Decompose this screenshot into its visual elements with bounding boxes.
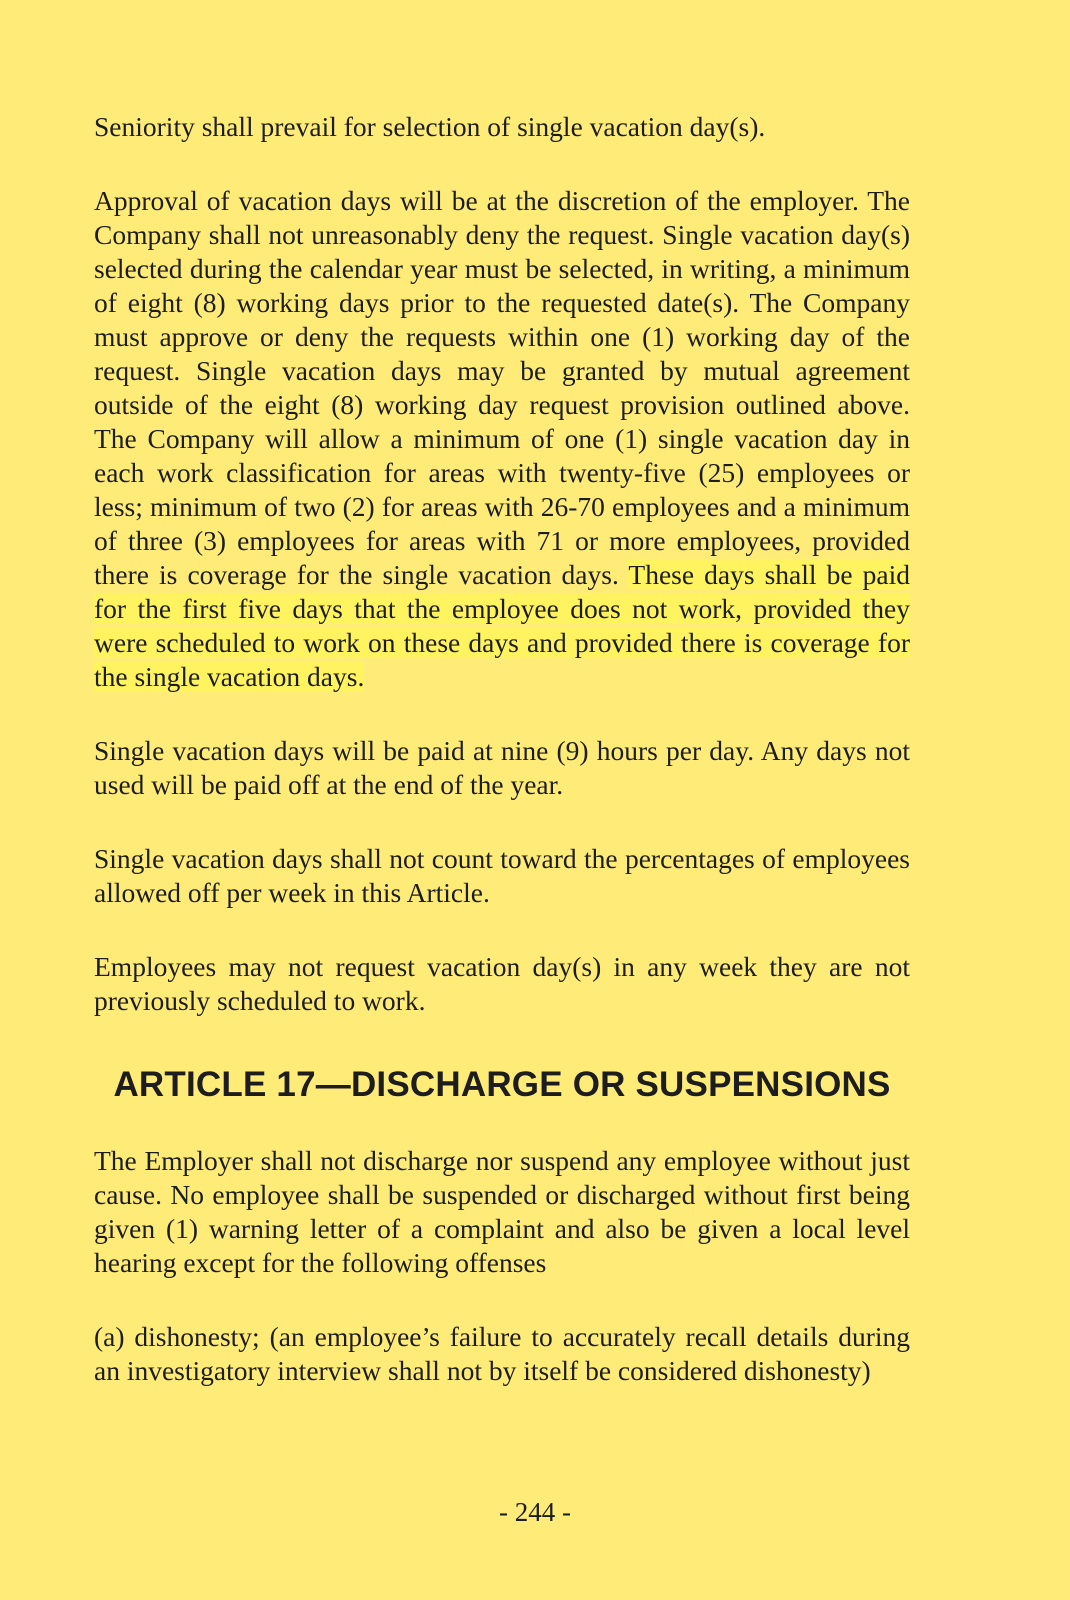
paragraph-spacer bbox=[94, 694, 910, 734]
paragraph-spacer bbox=[94, 910, 910, 950]
paragraph-spacer bbox=[94, 1018, 910, 1063]
percentages-paragraph: Single vacation days shall not count toward the percentages of employees allowed off per week in this Article. bbox=[94, 843, 910, 908]
approval-paragraph bbox=[94, 184, 910, 694]
paragraph-spacer bbox=[94, 144, 910, 184]
scheduled-paragraph: Employees may not request vacation day(s) in any week they are not previously scheduled to work. bbox=[94, 951, 910, 1016]
article-intro-paragraph: The Employer shall not discharge nor suspend any employee without just cause. No employee shall be suspended or discharged without first being given (1) warning letter of a complaint and also be given a local level hearing except for the following offenses bbox=[94, 1145, 910, 1278]
seniority-paragraph: Seniority shall prevail for selection of single vacation day(s). bbox=[94, 111, 766, 142]
paragraph-spacer bbox=[94, 1280, 910, 1320]
paragraph-spacer bbox=[94, 1107, 910, 1144]
highlighted-text: These days shall be paid for the first five days that the employee does not work, provided they were scheduled to work on these days and provided there is coverage for the single vacation days. bbox=[94, 559, 910, 692]
offense-a-paragraph: (a) dishonesty; (an employee’s failure to accurately recall details during an investigatory interview shall not by itself be considered dishonesty) bbox=[94, 1321, 910, 1386]
article-heading: ARTICLE 17—DISCHARGE OR SUSPENSIONS bbox=[113, 1065, 891, 1104]
page-number: - 244 - bbox=[499, 1497, 571, 1527]
approval-text: Approval of vacation days will be at the discretion of the employer. The Company shall not unreasonably deny the request. Single vacation day(s) selected during the calendar year must be selected, in writing, a minimum of eight (8) working days prior to the requested date(s). The Company must approve or deny the requests within one (1) working day of the request. Single vacation days may be granted by mutual agreement outside of the eight (8) working day request provision outlined above. The Company will allow a minimum of one (1) single vacation day in each work classification for areas with twenty-five (25) employees or less; minimum of two (2) for areas with 26-70 employees and a minimum of three (3) employees for areas with 71 or more employees, provided there is coverage for the single vacation days. bbox=[94, 185, 910, 590]
pay-rate-paragraph: Single vacation days will be paid at nine (9) hours per day. Any days not used will be paid off at the end of the year. bbox=[94, 735, 910, 800]
paragraph-spacer bbox=[94, 802, 910, 842]
